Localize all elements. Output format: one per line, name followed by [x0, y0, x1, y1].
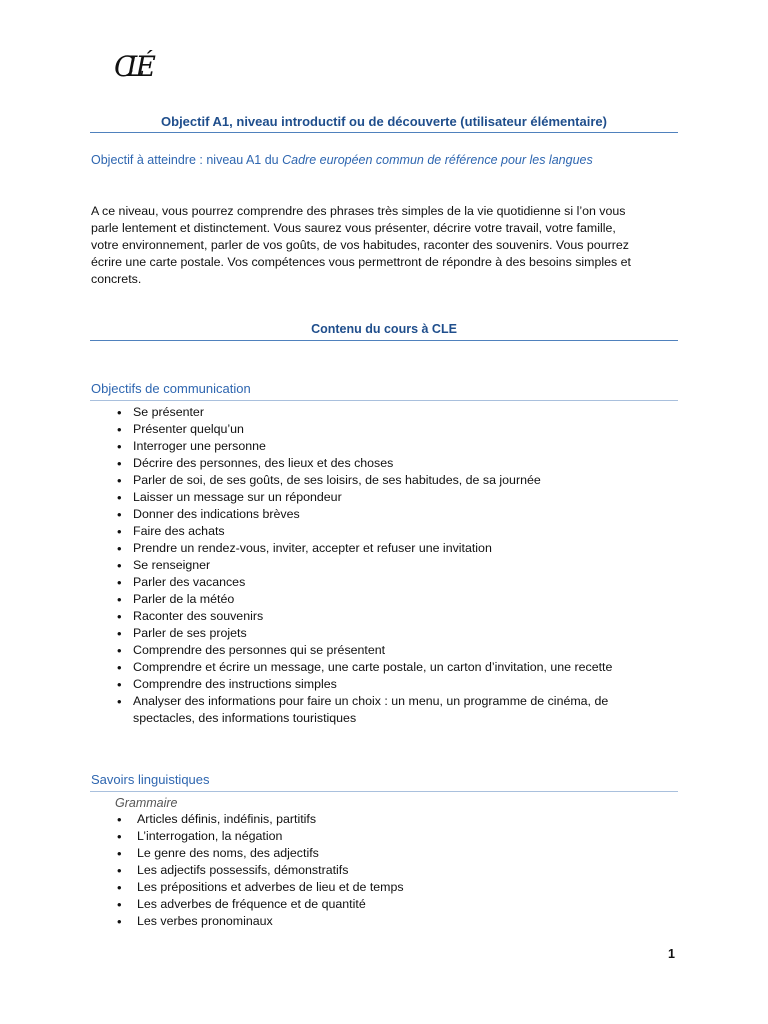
bullet-icon: • — [117, 846, 122, 861]
list-item-text: Interroger une personne — [133, 439, 266, 453]
list-item-text: Comprendre des personnes qui se présentent — [133, 643, 386, 657]
list-item-text: Le genre des noms, des adjectifs — [137, 846, 319, 860]
cle-logo — [112, 46, 160, 82]
communication-list — [115, 404, 675, 727]
objective-subtitle — [91, 153, 593, 167]
list-item-text: Laisser un message sur un répondeur — [133, 490, 342, 504]
list-item — [115, 489, 675, 506]
list-item-text: Parler des vacances — [133, 575, 246, 589]
list-item — [115, 845, 675, 862]
page-number: 1 — [668, 947, 675, 961]
list-item-text: Analyser des informations pour faire un choix : un menu, un programme de cinéma, de — [133, 694, 609, 708]
intro-line: votre environnement, parler de vos goûts, de vos habitudes, raconter des souvenirs. Vous pourrez — [91, 238, 629, 252]
intro-line: écrire une carte postale. Vos compétences vous permettront de répondre à des besoins simples et — [91, 255, 631, 269]
list-item — [115, 438, 675, 455]
bullet-icon: • — [117, 490, 122, 505]
list-item — [115, 455, 675, 472]
bullet-icon: • — [117, 626, 122, 641]
list-item-text: Donner des indications brèves — [133, 507, 300, 521]
list-item-text: Parler de la météo — [133, 592, 235, 606]
bullet-icon: • — [117, 643, 122, 658]
list-item-text: Articles définis, indéfinis, partitifs — [137, 812, 317, 826]
list-item-text: Comprendre et écrire un message, une carte postale, un carton d’invitation, une recette — [133, 660, 613, 674]
bullet-icon: • — [117, 812, 122, 827]
list-item — [115, 896, 675, 913]
subtitle-prefix: Objectif à atteindre : niveau A1 du — [91, 153, 283, 167]
list-item-text: Décrire des personnes, des lieux et des choses — [133, 456, 394, 470]
bullet-icon: • — [117, 829, 122, 844]
list-item-text: Prendre un rendez-vous, inviter, accepter et refuser une invitation — [133, 541, 492, 555]
bullet-icon: • — [117, 473, 122, 488]
list-item-text: spectacles, des informations touristiques — [133, 711, 357, 725]
bullet-icon: • — [117, 694, 122, 709]
cle-logo-text: CLÉ — [114, 50, 156, 82]
bullet-icon: • — [117, 863, 122, 878]
bullet-icon: • — [117, 914, 122, 929]
list-item-text: Parler de soi, de ses goûts, de ses loisirs, de ses habitudes, de sa journée — [133, 473, 541, 487]
course-title: Contenu du cours à CLE — [311, 322, 457, 336]
list-item-text: Présenter quelqu’un — [133, 422, 244, 436]
linguistic-heading: Savoirs linguistiques — [91, 772, 210, 787]
list-item — [115, 608, 675, 625]
intro-line: parle lentement et distinctement. Vous saurez vous présenter, décrire votre travail, votre famille, — [91, 221, 616, 235]
list-item — [115, 472, 675, 489]
list-item — [115, 913, 675, 930]
list-item — [115, 862, 675, 879]
list-item — [115, 506, 675, 523]
list-item-text: Parler de ses projets — [133, 626, 247, 640]
bullet-icon: • — [117, 439, 122, 454]
list-item-text: Se présenter — [133, 405, 204, 419]
bullet-icon: • — [117, 524, 122, 539]
grammar-subheading: Grammaire — [115, 796, 178, 810]
communication-heading: Objectifs de communication — [91, 381, 251, 396]
bullet-icon: • — [117, 575, 122, 590]
bullet-icon: • — [117, 422, 122, 437]
list-item-text: Faire des achats — [133, 524, 225, 538]
subtitle-framework: Cadre européen commun de référence pour les langues — [282, 153, 593, 167]
list-item — [115, 625, 675, 642]
communication-rule — [90, 400, 678, 401]
bullet-icon: • — [117, 405, 122, 420]
list-item — [115, 693, 675, 710]
bullet-icon: • — [117, 541, 122, 556]
list-item — [115, 591, 675, 608]
bullet-icon: • — [117, 507, 122, 522]
intro-line: A ce niveau, vous pourrez comprendre des phrases très simples de la vie quotidienne si l’on vous — [91, 204, 626, 218]
bullet-icon: • — [117, 677, 122, 692]
list-item — [115, 574, 675, 591]
bullet-icon: • — [117, 897, 122, 912]
list-item-text: Les prépositions et adverbes de lieu et de temps — [137, 880, 404, 894]
grammar-list — [115, 811, 675, 930]
list-item — [115, 659, 675, 676]
list-item — [115, 676, 675, 693]
list-item — [115, 404, 675, 421]
list-item — [115, 557, 675, 574]
list-item — [115, 828, 675, 845]
bullet-icon: • — [117, 660, 122, 675]
bullet-icon: • — [117, 456, 122, 471]
list-item — [115, 811, 675, 828]
document-title: Objectif A1, niveau introductif ou de découverte (utilisateur élémentaire) — [161, 114, 607, 129]
list-item — [115, 710, 675, 727]
bullet-icon: • — [117, 592, 122, 607]
list-item-text: Les adjectifs possessifs, démonstratifs — [137, 863, 349, 877]
intro-paragraph — [91, 203, 681, 288]
list-item — [115, 540, 675, 557]
title-rule — [90, 132, 678, 133]
list-item-text: Se renseigner — [133, 558, 211, 572]
list-item-text: Raconter des souvenirs — [133, 609, 264, 623]
list-item — [115, 879, 675, 896]
bullet-icon: • — [117, 609, 122, 624]
list-item-text: Les verbes pronominaux — [137, 914, 273, 928]
list-item-text: Les adverbes de fréquence et de quantité — [137, 897, 366, 911]
bullet-icon: • — [117, 558, 122, 573]
list-item — [115, 523, 675, 540]
linguistic-rule — [90, 791, 678, 792]
list-item-text: L’interrogation, la négation — [137, 829, 283, 843]
list-item — [115, 421, 675, 438]
list-item-text: Comprendre des instructions simples — [133, 677, 337, 691]
intro-line: concrets. — [91, 272, 142, 286]
bullet-icon: • — [117, 880, 122, 895]
course-rule — [90, 340, 678, 341]
list-item — [115, 642, 675, 659]
